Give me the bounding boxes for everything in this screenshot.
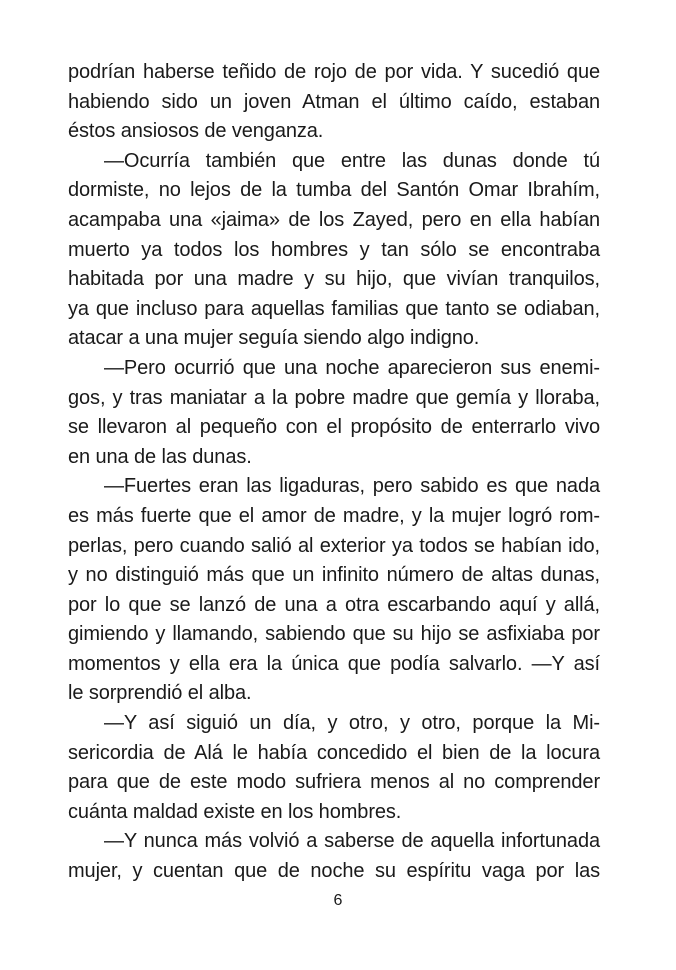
text-line: —Fuertes eran las ligaduras, pero sabido es que nada bbox=[104, 475, 600, 498]
text-line: cuánta maldad existe en los hombres. bbox=[68, 800, 402, 823]
text-line: mujer, y cuentan que de noche su espíritu vaga por las bbox=[68, 860, 600, 883]
text-line: y no distinguió más que un infinito número de altas dunas, bbox=[68, 564, 600, 587]
text-line: momentos y ella era la única que podía salvarlo. —Y así bbox=[68, 652, 600, 675]
text-line: —Ocurría también que entre las dunas donde tú bbox=[104, 149, 600, 172]
text-line: en una de las dunas. bbox=[68, 445, 252, 468]
paragraph bbox=[68, 472, 600, 709]
text-line: le sorprendió el alba. bbox=[68, 682, 252, 705]
text-line: —Y así siguió un día, y otro, y otro, porque la Mi- bbox=[104, 712, 600, 735]
text-line: —Y nunca más volvió a saberse de aquella infortunada bbox=[104, 830, 600, 853]
text-line: gimiendo y llamando, sabiendo que su hijo se asfixiaba por bbox=[68, 623, 600, 646]
book-page-text bbox=[68, 58, 600, 887]
text-line: muerto ya todos los hombres y tan sólo se encontraba bbox=[68, 238, 600, 261]
text-line: atacar a una mujer seguía siendo algo indigno. bbox=[68, 327, 480, 350]
text-line: ya que incluso para aquellas familias que tanto se odiaban, bbox=[68, 297, 600, 320]
text-line: éstos ansiosos de venganza. bbox=[68, 120, 324, 143]
text-line: se llevaron al pequeño con el propósito de enterrarlo vivo bbox=[68, 416, 600, 439]
paragraph bbox=[68, 827, 600, 886]
paragraph bbox=[68, 354, 600, 472]
text-line: sericordia de Alá le había concedido el bien de la locura bbox=[68, 741, 600, 764]
text-line: gos, y tras maniatar a la pobre madre que gemía y lloraba, bbox=[68, 386, 600, 409]
text-line: por lo que se lanzó de una a otra escarbando aquí y allá, bbox=[68, 593, 600, 616]
text-line: dormiste, no lejos de la tumba del Santón Omar Ibrahím, bbox=[68, 179, 600, 202]
text-line: acampaba una «jaima» de los Zayed, pero en ella habían bbox=[68, 208, 600, 231]
paragraph bbox=[68, 709, 600, 827]
paragraph bbox=[68, 147, 600, 354]
text-line: habiendo sido un joven Atman el último caído, estaban bbox=[68, 90, 600, 113]
text-line: para que de este modo sufriera menos al no comprender bbox=[68, 771, 600, 794]
text-line: habitada por una madre y su hijo, que vivían tranquilos, bbox=[68, 268, 600, 291]
text-line: perlas, pero cuando salió al exterior ya todos se habían ido, bbox=[68, 534, 600, 557]
text-line: es más fuerte que el amor de madre, y la mujer logró rom- bbox=[68, 504, 600, 527]
text-line: podrían haberse teñido de rojo de por vida. Y sucedió que bbox=[68, 61, 600, 83]
page-number: 6 bbox=[333, 892, 343, 909]
paragraph bbox=[68, 58, 600, 147]
text-line: —Pero ocurrió que una noche aparecieron sus enemi- bbox=[104, 356, 600, 379]
